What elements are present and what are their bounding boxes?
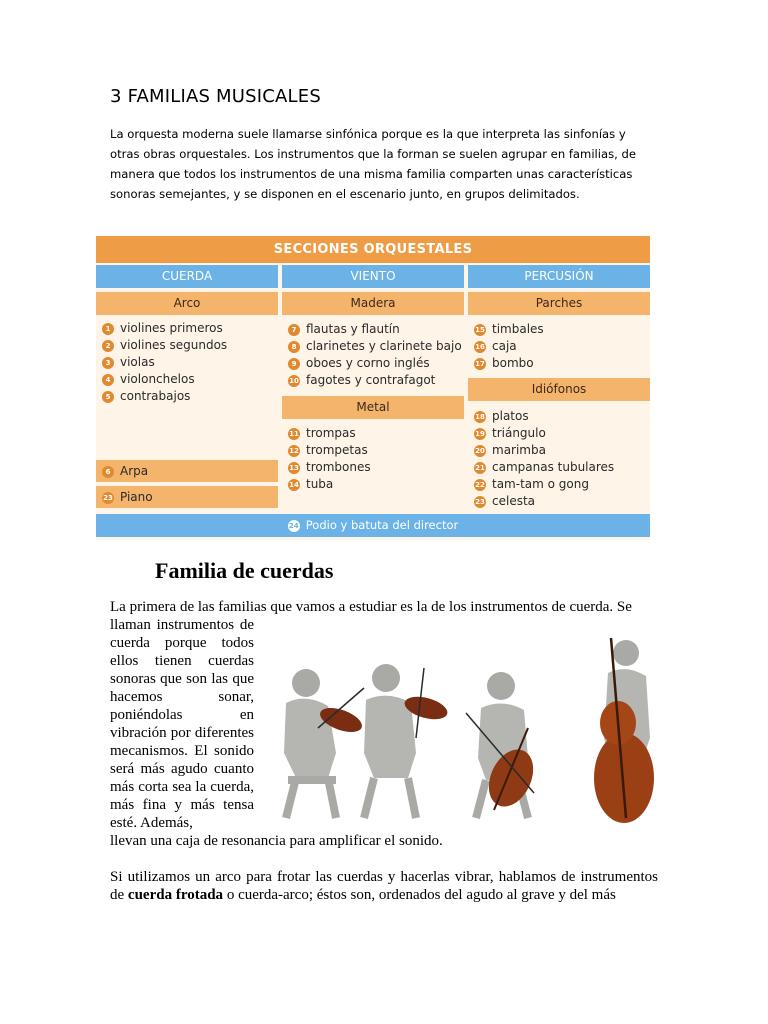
subheader-arco: Arco xyxy=(96,292,278,315)
paragraph-last-line: llevan una caja de resonancia para amplificar el sonido. xyxy=(110,833,443,849)
instrument-label: tam-tam o gong xyxy=(492,477,589,491)
number-badge: 16 xyxy=(475,343,485,351)
page-heading: 3 FAMILIAS MUSICALES xyxy=(110,86,321,107)
list-item xyxy=(288,372,462,389)
list-item xyxy=(288,442,371,459)
list-item xyxy=(474,321,544,338)
list-item xyxy=(288,338,462,355)
number-badge: 6 xyxy=(102,466,114,478)
podio-bar xyxy=(96,514,650,537)
paragraph-text: o cuerda-arco; éstos son, ordenados del agudo al grave y del más xyxy=(223,887,616,903)
list-percusion-parches xyxy=(474,321,544,372)
double-bass-player-figure xyxy=(594,638,654,823)
number-badge: 7 xyxy=(288,324,300,336)
intro-paragraph: La orquesta moderna suele llamarse sinfónica porque es la que interpreta las sinfonías y otras obras orquestales. Los instrumentos que la forman se suelen agrupar en familias, de manera que todos los instrumentos de una misma familia comparten unas características sonoras semejantes, y se disponen en el escenario junto, en grupos delimitados. xyxy=(110,127,637,201)
paragraph-text: Si utilizamos un arco para frotar las cuerdas y hacerlas vibrar, hablamos de instrumentos de xyxy=(110,869,658,903)
list-viento-madera xyxy=(288,321,462,389)
instrument-label: celesta xyxy=(492,494,536,508)
instrument-label: violines primeros xyxy=(120,321,223,335)
list-item xyxy=(102,371,227,388)
list-item xyxy=(474,476,614,493)
number-badge: 17 xyxy=(475,360,485,368)
instrument-label: fagotes y contrafagot xyxy=(306,373,436,387)
instrument-label: campanas tubulares xyxy=(492,460,615,474)
number-badge: 2 xyxy=(102,340,114,352)
list-item xyxy=(102,320,227,337)
list-percusion-idiofonos xyxy=(474,408,614,510)
column-viento-header: VIENTO xyxy=(282,265,464,288)
instrument-label: oboes y corno inglés xyxy=(306,356,430,370)
list-item xyxy=(288,425,371,442)
list-item xyxy=(474,493,614,510)
section-title: Familia de cuerdas xyxy=(155,558,334,583)
instrument-label: violas xyxy=(120,355,155,369)
subheader-metal: Metal xyxy=(282,396,464,419)
subheader-idiofonos: Idiófonos xyxy=(468,378,650,401)
instrument-label: caja xyxy=(492,339,517,353)
instrument-label: trombones xyxy=(306,460,371,474)
number-badge: 14 xyxy=(289,481,299,489)
list-item xyxy=(288,459,371,476)
number-badge: 15 xyxy=(475,326,485,334)
instrument-label: contrabajos xyxy=(120,389,191,403)
list-item xyxy=(474,338,544,355)
instrument-label: clarinetes y clarinete bajo xyxy=(306,339,462,353)
list-item xyxy=(474,442,614,459)
list-item xyxy=(474,459,614,476)
instrument-label: tuba xyxy=(306,477,334,491)
number-badge: 21 xyxy=(475,464,485,472)
list-item xyxy=(102,354,227,371)
violin-player-figure xyxy=(364,664,450,818)
instrument-label: trompas xyxy=(306,426,356,440)
instrument-label: timbales xyxy=(492,322,544,336)
instrument-label: violines segundos xyxy=(120,338,228,352)
number-badge: 3 xyxy=(102,357,114,369)
list-cuerda-arco xyxy=(102,320,227,405)
instrument-label: marimba xyxy=(492,443,546,457)
instrument-label: violonchelos xyxy=(120,372,195,386)
instrument-label: triángulo xyxy=(492,426,546,440)
list-item xyxy=(102,388,227,405)
instrument-label: bombo xyxy=(492,356,534,370)
string-players-illustration xyxy=(266,628,666,838)
number-badge: 4 xyxy=(102,374,114,386)
number-badge: 23 xyxy=(475,498,485,506)
instrument-label: trompetas xyxy=(306,443,368,457)
paragraph-narrow-column: llaman instrumentos de cuerda porque todos ellos tienen cuerdas sonoras que son las que hacemos sonar, poniéndolas en vibración por diferentes mecanismos. El sonido será más agudo cuanto más corta sea la cuerda, más fina y más tensa esté. Además, xyxy=(110,617,254,831)
column-cuerda-header: CUERDA xyxy=(96,265,278,288)
number-badge: 11 xyxy=(289,430,299,438)
instrument-label: platos xyxy=(492,409,529,423)
number-badge: 5 xyxy=(102,391,114,403)
number-badge: 10 xyxy=(289,377,299,385)
list-item xyxy=(288,321,462,338)
number-badge: 23 xyxy=(103,494,113,502)
list-viento-metal xyxy=(288,425,371,493)
number-badge: 9 xyxy=(288,358,300,370)
orchestra-sections-table xyxy=(96,236,650,540)
cello-player-figure xyxy=(466,672,542,818)
number-badge: 19 xyxy=(475,430,485,438)
list-item xyxy=(474,355,544,372)
paragraph-cuerda-frotada xyxy=(110,868,658,904)
bold-term: cuerda frotada xyxy=(127,887,224,903)
instrument-label: Arpa xyxy=(120,464,149,478)
number-badge: 18 xyxy=(475,413,485,421)
list-item xyxy=(102,337,227,354)
paragraph-first-line: La primera de las familias que vamos a estudiar es la de los instrumentos de cuerda. Se xyxy=(110,599,632,615)
violin-player-figure xyxy=(284,669,365,818)
list-item xyxy=(474,408,614,425)
number-badge: 8 xyxy=(288,341,300,353)
subheader-parches: Parches xyxy=(468,292,650,315)
column-percusion-header: PERCUSIÓN xyxy=(468,265,650,288)
bar-piano xyxy=(96,486,278,508)
table-title: SECCIONES ORQUESTALES xyxy=(96,236,650,263)
number-badge: 12 xyxy=(289,447,299,455)
number-badge: 20 xyxy=(475,447,485,455)
bar-arpa xyxy=(96,460,278,482)
subheader-madera: Madera xyxy=(282,292,464,315)
number-badge: 13 xyxy=(289,464,299,472)
number-badge: 24 xyxy=(288,522,299,530)
number-badge: 1 xyxy=(102,323,114,335)
list-item xyxy=(288,476,371,493)
instrument-label: Piano xyxy=(120,490,153,504)
podio-label: Podio y batuta del director xyxy=(305,518,459,532)
number-badge: 22 xyxy=(475,481,485,489)
list-item xyxy=(474,425,614,442)
list-item xyxy=(288,355,462,372)
instrument-label: flautas y flautín xyxy=(306,322,400,336)
